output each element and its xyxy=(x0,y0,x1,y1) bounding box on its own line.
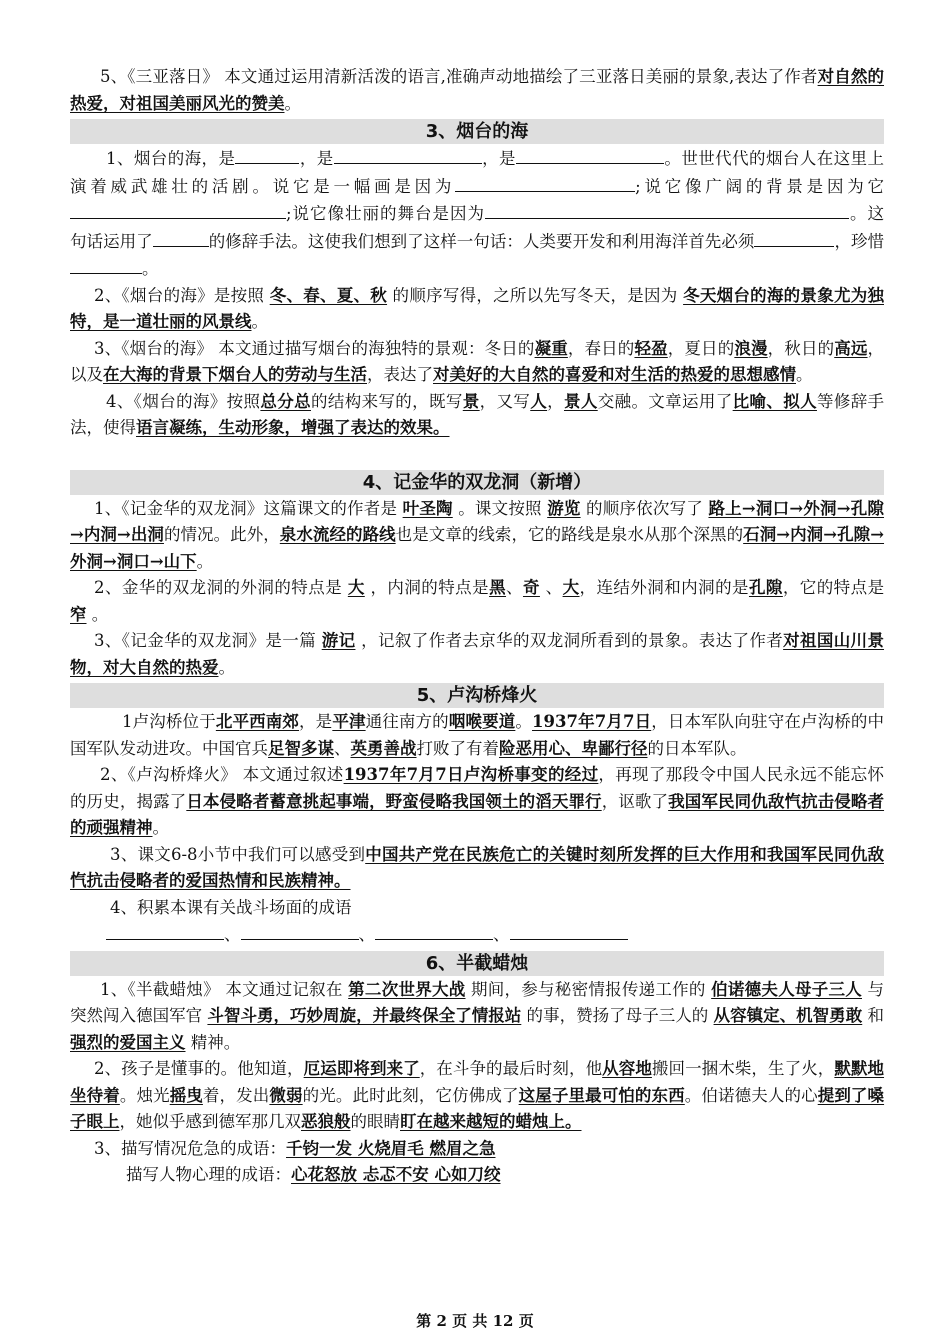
answer: 英勇善战 xyxy=(350,738,417,758)
text: ，日本军队向驻守在卢沟桥的中国军队发动进攻。中国官兵 xyxy=(70,712,885,758)
answer: 这屋子里最可怕的东西 xyxy=(518,1085,685,1105)
text: ，讴歌了 xyxy=(601,791,669,811)
answer: 奇 xyxy=(522,578,540,597)
text: 和 xyxy=(862,1006,884,1025)
answer: 盯在越来越短的蜡烛上。 xyxy=(400,1112,582,1131)
text: 。 xyxy=(796,365,813,384)
lugouqiao-q2 xyxy=(70,762,884,842)
section-title-lazhu: 6、半截蜡烛 xyxy=(70,951,884,976)
answer: 孔隙 xyxy=(748,578,783,597)
answer: 咽喉要道 xyxy=(448,712,516,731)
text: 2、孩子是懂事的。他知道， xyxy=(94,1059,304,1078)
answer: 摇曳 xyxy=(169,1085,203,1105)
text: 2、《烟台的海》是按照 xyxy=(94,285,270,305)
text: ;说它像广阔的背景是因为它 xyxy=(635,176,884,196)
text: ，以及 xyxy=(70,338,885,384)
text: 。 xyxy=(284,93,301,113)
text: 、 xyxy=(334,738,351,758)
text: 4、积累本课有关战斗场面的成语 xyxy=(110,897,352,917)
text: ，再现了那段令中国人民永远不能忘怀的历史，揭露了 xyxy=(70,765,885,811)
text: 、 xyxy=(506,578,523,597)
text: 4、《烟台的海》按照 xyxy=(106,391,261,411)
lazhu-q2 xyxy=(70,1056,884,1136)
text: 。 xyxy=(152,818,169,837)
lugouqiao-q4 xyxy=(70,895,884,922)
text: ，春日的 xyxy=(567,338,635,358)
text: 、 xyxy=(539,578,563,597)
answer: 对自然的热爱，对祖国美丽风光的赞美 xyxy=(70,67,885,113)
text: 。这句话运用了 xyxy=(70,204,885,251)
text: 3、《烟台的海》 本文通过描写烟台的海独特的景观：冬日的 xyxy=(94,338,535,358)
shuanglong-q1 xyxy=(70,496,884,576)
answer: 斗智斗勇，巧妙周旋，并最终保全了情报站 xyxy=(207,1006,522,1025)
text: 期间，参与秘密情报传递工作的 xyxy=(465,979,712,999)
answer: 从容镇定、机智勇敢 xyxy=(713,1006,863,1025)
answer: 中国共产党在民族危亡的关键时刻所发挥的巨大作用和我国军民同仇敌忾抗击侵略者的爱国热情和民族精神。 xyxy=(70,844,884,890)
text: 等修辞手法，使得 xyxy=(70,391,885,437)
answer: 强烈的爱国主义 xyxy=(70,1032,186,1052)
fill-blank[interactable] xyxy=(375,921,493,940)
text: 交融。文章运用了 xyxy=(597,391,733,411)
answer: 提到了嗓子眼上 xyxy=(70,1085,885,1131)
sanya-summary xyxy=(70,64,884,117)
answer: 在大海的背景下烟台人的劳动与生活 xyxy=(103,365,367,384)
answer: 窄 xyxy=(70,604,87,624)
page-footer: 第 2 页 共 12 页 xyxy=(416,1312,534,1330)
answer: 冬天烟台的海的景象尤为独特，是一道壮丽的风景线 xyxy=(70,285,884,331)
answer: 从容地 xyxy=(602,1059,652,1078)
text: ，秋日的 xyxy=(767,338,835,358)
text: 5、《三亚落日》 本文通过运用清新活泼的语言,准确声动地描绘了三亚落日美丽的景象,表达了作者 xyxy=(100,67,818,86)
text: 3、课文6-8小节中我们可以感受到 xyxy=(110,844,366,864)
text: 。 xyxy=(86,604,109,624)
answer: 泉水流经的路线 xyxy=(279,525,396,544)
text: ，是 xyxy=(299,149,334,168)
text: 的情况。此外， xyxy=(163,525,280,544)
answer: 1937年7月7日卢沟桥事变的经过 xyxy=(343,765,599,784)
text: 。 xyxy=(218,657,235,677)
fill-blank[interactable] xyxy=(241,921,359,940)
page-content xyxy=(70,64,884,1189)
fill-blank[interactable] xyxy=(754,228,834,247)
answer: 叶圣陶 xyxy=(402,498,453,518)
text: 的结构来写的，既写 xyxy=(310,391,463,411)
section-title-lugouqiao: 5、卢沟桥烽火 xyxy=(70,683,884,708)
answer: 对祖国山川景物，对大自然的热爱 xyxy=(70,631,885,677)
answer: 黑 xyxy=(489,578,507,597)
answer: 高远 xyxy=(834,338,868,358)
text: ，她似乎感到德军那几双 xyxy=(119,1112,301,1131)
text: ， xyxy=(547,391,564,411)
fill-blank[interactable] xyxy=(334,145,482,164)
text: ，珍惜 xyxy=(834,231,885,251)
answer: 千钧一发 火烧眉毛 燃眉之急 xyxy=(286,1138,496,1158)
text: ，在斗争的最后时刻，他 xyxy=(419,1059,603,1078)
text: ，内洞的特点是 xyxy=(364,578,490,597)
fill-blank[interactable] xyxy=(70,200,286,219)
yantai-q1 xyxy=(70,145,884,283)
answer: 我国军民同仇敌忾抗击侵略者的顽强精神 xyxy=(70,791,885,837)
answer: 总分总 xyxy=(260,391,311,411)
text: 搬回一捆木柴，生了火， xyxy=(651,1059,835,1078)
text: 通往南方的 xyxy=(365,712,449,731)
answer: 北平西南郊 xyxy=(215,712,300,731)
text: 2、金华的双龙洞的外洞的特点是 xyxy=(94,578,348,597)
text: 的光。此时此刻，它仿佛成了 xyxy=(302,1085,519,1105)
answer: 大 xyxy=(562,578,580,597)
text: 与突然闯入德国军官 xyxy=(70,979,885,1025)
text: ，是 xyxy=(481,149,516,168)
text: 1、《半截蜡烛》 本文通过记叙在 xyxy=(100,979,349,999)
lugouqiao-q3 xyxy=(70,842,884,895)
lazhu-q3b xyxy=(70,1162,884,1189)
fill-blank[interactable] xyxy=(106,921,224,940)
lugouqiao-q4-blanks xyxy=(70,921,884,949)
answer: 人 xyxy=(530,391,548,411)
separator: 、 xyxy=(358,925,375,944)
answer: 厄运即将到来了 xyxy=(303,1059,420,1078)
text: 。 xyxy=(142,259,159,278)
text: 。世世代代的烟台人在这里上演着威武雄壮的活剧。说它是一幅画是因为 xyxy=(70,149,885,196)
answer: 险恶用心、卑鄙行径 xyxy=(499,738,648,758)
shuanglong-q2 xyxy=(70,575,884,628)
answer: 平津 xyxy=(332,712,366,731)
text: 的顺序写得，之所以先写冬天，是因为 xyxy=(387,285,684,305)
section-title-shuanglong: 4、记金华的双龙洞（新增） xyxy=(70,470,884,495)
text: 。 xyxy=(196,551,214,571)
answer: 恶狼般 xyxy=(301,1112,351,1131)
yantai-q3 xyxy=(70,336,884,389)
fill-blank[interactable] xyxy=(70,255,142,274)
answer: 足智多谋 xyxy=(268,738,334,758)
text: 1卢沟桥位于 xyxy=(122,712,216,731)
answer: 景人 xyxy=(563,391,598,411)
answer: 浪漫 xyxy=(734,338,768,358)
answer: 轻盈 xyxy=(634,338,668,358)
text: 的眼睛 xyxy=(350,1112,400,1131)
text: 。 xyxy=(251,312,268,331)
section-title-yantai: 3、烟台的海 xyxy=(70,119,884,144)
fill-blank[interactable] xyxy=(485,200,785,219)
fill-blank[interactable] xyxy=(510,921,628,940)
text: 3、《记金华的双龙洞》是一篇 xyxy=(94,631,322,650)
fill-blank[interactable] xyxy=(153,228,209,247)
text: 的事，赞扬了母子三人的 xyxy=(521,1006,714,1025)
text: 的日本军队。 xyxy=(647,738,747,758)
fill-blank[interactable] xyxy=(235,145,299,164)
separator: 、 xyxy=(493,925,510,944)
separator: 、 xyxy=(224,925,241,944)
answer: 游览 xyxy=(547,498,581,518)
shuanglong-q3 xyxy=(70,628,884,681)
text: ，夏日的 xyxy=(667,338,735,358)
text: 精神。 xyxy=(185,1032,241,1052)
lazhu-q1 xyxy=(70,977,884,1057)
text: ，记叙了作者去京华的双龙洞所看到的景象。表达了作者 xyxy=(355,631,784,650)
text: 着，发出 xyxy=(202,1085,270,1105)
answer: 大 xyxy=(347,578,365,597)
text: 的修辞手法。这使我们想到了这样一句话：人类要开发和利用海洋首先必须 xyxy=(208,231,755,251)
answer: 日本侵略者蓄意挑起事端，野蛮侵略我国领土的滔天罪行 xyxy=(186,791,602,811)
text: 打败了有着 xyxy=(416,738,499,758)
answer: 第二次世界大战 xyxy=(348,979,466,999)
fill-blank[interactable] xyxy=(785,200,849,219)
answer: 语言凝练，生动形象，增强了表达的效果。 xyxy=(136,418,450,437)
spacer xyxy=(70,442,884,468)
answer: 游记 xyxy=(321,631,356,650)
text: 的顺序依次写了 xyxy=(580,498,709,518)
answer: 路上→洞口→外洞→孔隙→内洞→出洞 xyxy=(70,498,885,544)
answer: 1937年7月7日 xyxy=(532,712,652,731)
text: ;说它像壮丽的舞台是因为 xyxy=(286,204,486,223)
answer: 对美好的大自然的喜爱和对生活的热爱的思想感情 xyxy=(433,365,796,384)
text: 。伯诺德夫人的心 xyxy=(684,1085,818,1105)
text: 3、描写情况危急的成语： xyxy=(94,1138,286,1158)
text: 2、《卢沟桥烽火》 本文通过叙述 xyxy=(100,765,344,784)
answer: 冬、春、夏、秋 xyxy=(269,285,388,305)
text: 描写人物心理的成语： xyxy=(126,1165,291,1184)
yantai-q2 xyxy=(70,283,884,336)
text: ，连结外洞和内洞的是 xyxy=(579,578,749,597)
yantai-q4 xyxy=(70,389,884,442)
text: ，它的特点是 xyxy=(782,578,885,597)
answer: 微弱 xyxy=(269,1085,303,1105)
text: 1、烟台的海，是 xyxy=(106,149,236,168)
answer: 景 xyxy=(462,391,480,411)
text: ，表达了 xyxy=(367,365,433,384)
text: 。 xyxy=(515,712,533,731)
answer: 默默地坐待着 xyxy=(70,1059,885,1105)
text: ，又写 xyxy=(479,391,531,411)
answer: 凝重 xyxy=(534,338,568,358)
lugouqiao-q1 xyxy=(70,709,884,762)
text: 。课文按照 xyxy=(452,498,548,518)
answer: 伯诺德夫人母子三人 xyxy=(711,979,862,999)
text: 1、《记金华的双龙洞》这篇课文的作者是 xyxy=(94,498,403,518)
text: 也是文章的线索，它的路线是泉水从那个深黑的 xyxy=(395,525,744,544)
answer: 石洞→内洞→孔隙→外洞→洞口→山下 xyxy=(70,525,885,571)
text: 。烛光 xyxy=(119,1085,170,1105)
lazhu-q3 xyxy=(70,1136,884,1163)
fill-blank[interactable] xyxy=(455,173,635,192)
answer: 心花怒放 忐忑不安 心如刀绞 xyxy=(291,1165,501,1184)
text: ，是 xyxy=(299,712,333,731)
fill-blank[interactable] xyxy=(516,145,664,164)
answer: 比喻、拟人 xyxy=(732,391,817,411)
